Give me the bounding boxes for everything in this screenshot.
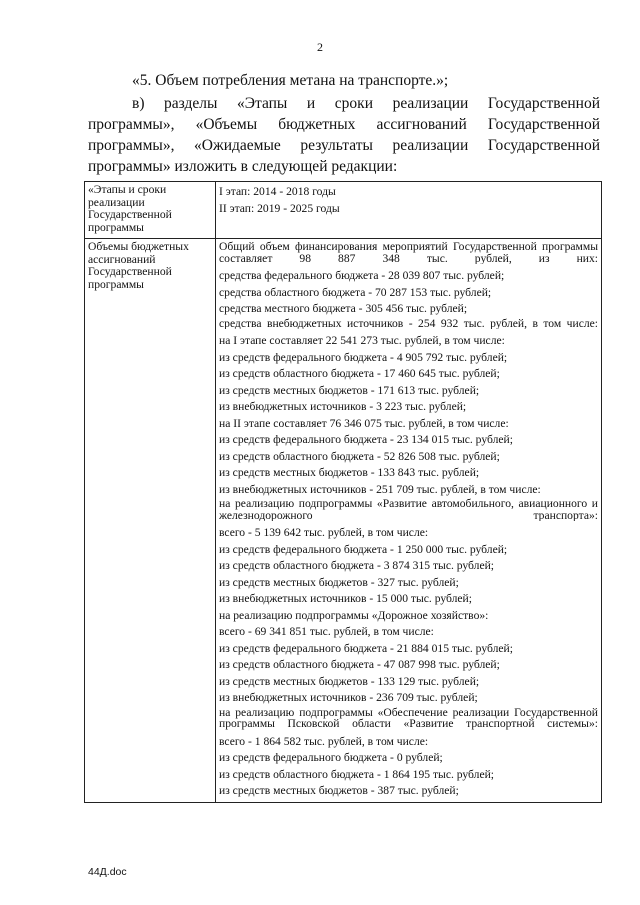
text-line: из средств областного бюджета - 17 460 645 тыс. рублей; <box>219 367 500 380</box>
text-line: из средств областного бюджета - 47 087 998 тыс. рублей; <box>219 658 500 671</box>
text-line: из средств местных бюджетов - 133 843 тыс. рублей; <box>219 466 480 479</box>
text-line: из средств местных бюджетов - 133 129 тыс. рублей; <box>219 674 480 688</box>
text-line: на реализацию подпрограммы «Развитие автомобильного, авиационного и железнодорожного транспорта»: <box>219 498 598 521</box>
text-line: всего - 69 341 851 тыс. рублей, в том числе: <box>219 625 434 638</box>
text-line: из средств федерального бюджета - 0 рублей; <box>219 751 443 764</box>
row-label-stages: «Этапы и сроки реализации Государственной программы <box>85 182 216 239</box>
text-line: из средств областного бюджета - 52 826 508 тыс. рублей; <box>219 449 500 463</box>
intro-line: программы», «Объемы бюджетных ассигнований Государственной <box>88 116 600 133</box>
text-line: средства областного бюджета - 70 287 153 тыс. рублей; <box>219 285 492 299</box>
table-row <box>85 182 602 239</box>
text-line: из средств областного бюджета - 3 874 315 тыс. рублей; <box>219 559 495 572</box>
intro-text <box>88 70 600 91</box>
intro-line: программы» изложить в следующей редакции: <box>88 158 398 175</box>
table-row <box>85 239 602 803</box>
text-line: из средств местных бюджетов - 327 тыс. рублей; <box>219 575 459 589</box>
text-line: на реализацию подпрограммы «Обеспечение реализации Государственной программы Псковской области «Развитие транспортной системы»: <box>219 706 598 730</box>
text-line: средства местного бюджета - 305 456 тыс. рублей; <box>219 302 468 315</box>
text-line: на I этапе составляет 22 541 273 тыс. рублей, в том числе: <box>219 334 505 347</box>
text-line: из средств федерального бюджета - 23 134 015 тыс. рублей; <box>219 433 513 446</box>
text-line: II этап: 2019 - 2025 годы <box>219 201 340 215</box>
text-line: из средств федерального бюджета - 4 905 792 тыс. рублей; <box>219 350 508 364</box>
text-line: из средств федерального бюджета - 21 884 015 тыс. рублей; <box>219 641 513 655</box>
text-line: Общий объем финансирования мероприятий Государственной программы составляет 98 887 348 тыс. рублей, из них: <box>219 241 598 264</box>
text-line: всего - 1 864 582 тыс. рублей, в том числе: <box>219 734 429 748</box>
text-line: средства внебюджетных источников - 254 932 тыс. рублей, в том числе: <box>219 317 598 329</box>
text-line: средства федерального бюджета - 28 039 807 тыс. рублей; <box>219 269 505 282</box>
text-line: из внебюджетных источников - 236 709 тыс. рублей; <box>219 691 478 704</box>
text-line: из средств областного бюджета - 1 864 195 тыс. рублей; <box>219 767 495 781</box>
row-label-budget: Объемы бюджетных ассигнований Государственной программы <box>85 239 216 803</box>
text-line: I этап: 2014 - 2018 годы <box>219 185 336 198</box>
row-value-budget <box>216 239 602 803</box>
file-name-footer: 44Д.doc <box>88 866 127 878</box>
text-line: из внебюджетных источников - 15 000 тыс. рублей; <box>219 592 472 605</box>
text-line: из средств местных бюджетов - 171 613 тыс. рублей; <box>219 383 480 397</box>
page-number: 2 <box>317 40 323 54</box>
row-value-stages <box>216 182 602 239</box>
intro-line: в) разделы «Этапы и сроки реализации Государственной <box>132 95 600 112</box>
text-line: из средств местных бюджетов - 387 тыс. рублей; <box>219 784 459 797</box>
text-line: всего - 5 139 642 тыс. рублей, в том числе: <box>219 526 429 539</box>
intro-paragraph <box>88 93 600 177</box>
program-table <box>84 181 602 803</box>
text-line: из внебюджетных источников - 251 709 тыс. рублей, в том числе: <box>219 482 541 496</box>
intro-line: «5. Объем потребления метана на транспорте.»; <box>132 72 449 89</box>
text-line: из внебюджетных источников - 3 223 тыс. рублей; <box>219 400 467 413</box>
text-line: на II этапе составляет 76 346 075 тыс. рублей, в том числе: <box>219 416 509 430</box>
text-line: на реализацию подпрограммы «Дорожное хозяйство»: <box>219 608 489 622</box>
text-line: из средств федерального бюджета - 1 250 000 тыс. рублей; <box>219 542 508 556</box>
intro-line: программы», «Ожидаемые результаты реализации Государственной <box>88 137 600 154</box>
